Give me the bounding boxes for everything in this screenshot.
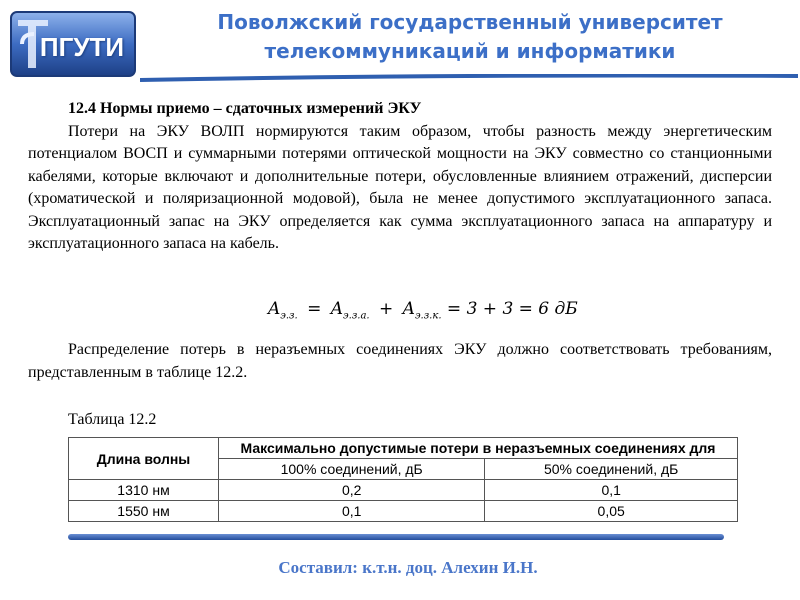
formula-equals: = [307,299,322,319]
formula-plus: + [379,299,394,319]
section-heading: 12.4 Нормы приемо – сдаточных измерений ЭКУ [68,100,422,117]
formula-lhs-sub: э.з. [280,310,298,322]
header-100-percent: 100% соединений, дБ [219,459,485,480]
table-header-row [69,438,738,459]
cell-wavelength: 1550 нм [69,501,219,522]
cell-50-percent: 0,1 [485,480,738,501]
formula [268,299,578,325]
formula-term1-symbol: A [330,299,344,319]
header-max-losses: Максимально допустимые потери в неразъемных соединениях для [219,438,738,459]
section-paragraph-1: Потери на ЭКУ ВОЛП нормируются таким образом, чтобы разность между энергетическим потенциалом ВОСП и суммарными потерями оптической мощности на ЭКУ совместно со станционными кабелями, которые включают и дополнительные потери, обусловленные влиянием отражений, дисперсии (хроматической и поляризационной модовой), была не менее допустимого эксплуатационного запаса. Эксплуатационный запас на ЭКУ определяется как сумма эксплуатационного запаса на аппаратуру и эксплуатационного запаса на кабель. [28,122,772,252]
formula-rhs: = 3 + 3 = 6 дБ [446,299,578,319]
header-wavelength: Длина волны [69,438,219,480]
formula-term2-symbol: A [402,299,415,319]
section-paragraph-2: Распределение потерь в неразъемных соединениях ЭКУ должно соответствовать требованиям, представленным в таблице 12.2. [28,341,772,381]
header-divider [140,74,798,82]
table-caption: Таблица 12.2 [68,411,157,428]
section-content [28,98,772,256]
university-title-line2: телекоммуникаций и информатики [264,39,676,63]
header-50-percent: 50% соединений, дБ [485,459,738,480]
formula-lhs-symbol: A [268,299,281,319]
university-title [150,8,790,66]
author-credit: Составил: к.т.н. доц. Алехин И.Н. [278,558,538,577]
cell-50-percent: 0,05 [485,501,738,522]
university-title-line1: Поволжский государственный университет [217,10,723,34]
table-row [69,501,738,522]
university-logo [8,8,138,80]
cell-wavelength: 1310 нм [69,480,219,501]
cell-100-percent: 0,2 [219,480,485,501]
footer-divider [68,534,724,540]
table-row [69,480,738,501]
formula-term1-sub: э.з.а. [343,310,370,322]
logo-text: ПГУТИ [39,31,125,62]
cell-100-percent: 0,1 [219,501,485,522]
losses-table [68,437,738,522]
formula-term2-sub: э.з.к. [414,310,442,322]
